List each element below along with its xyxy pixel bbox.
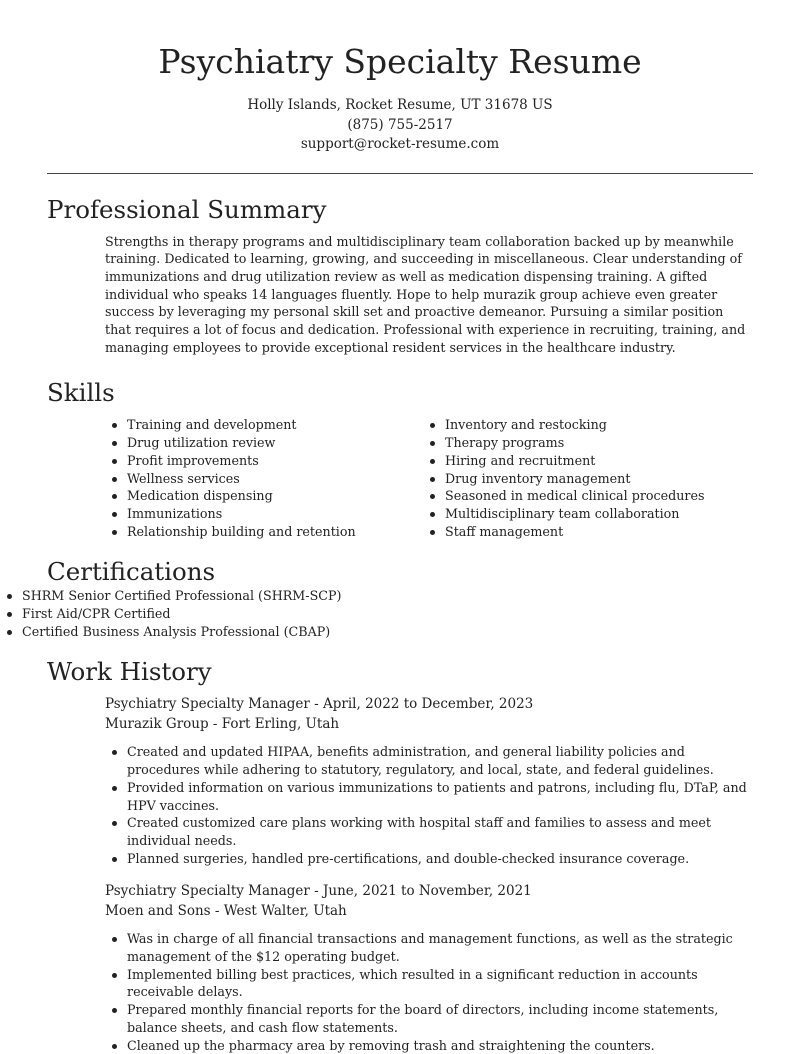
skill-item: Medication dispensing <box>105 487 423 505</box>
skill-item: Wellness services <box>105 470 423 488</box>
skill-item: Staff management <box>423 523 741 541</box>
resume-title: Psychiatry Specialty Resume <box>158 42 642 81</box>
skill-item: Profit improvements <box>105 452 423 470</box>
section-work-history <box>0 657 800 1054</box>
skill-item: Therapy programs <box>423 434 741 452</box>
skills-left-list <box>105 416 423 540</box>
job-title-dates: Psychiatry Specialty Manager - June, 2021 to November, 2021 <box>105 883 532 900</box>
section-skills <box>0 378 800 540</box>
job-duties-list <box>105 743 753 867</box>
skill-item: Hiring and recruitment <box>423 452 741 470</box>
certification-item: Certified Business Analysis Professional (CBAP) <box>0 623 800 641</box>
job-duty-item: Cleaned up the pharmacy area by removing trash and straightening the counters. <box>105 1037 753 1054</box>
certifications-list <box>0 587 800 640</box>
skill-item: Multidisciplinary team collaboration <box>423 505 741 523</box>
skill-item: Relationship building and retention <box>105 523 423 541</box>
skill-item: Drug utilization review <box>105 434 423 452</box>
skill-item: Immunizations <box>105 505 423 523</box>
certification-item: First Aid/CPR Certified <box>0 605 800 623</box>
job-duty-item: Prepared monthly financial reports for the board of directors, including income statements, balance sheets, and cash flow statements. <box>105 1001 753 1036</box>
job-duty-item: Planned surgeries, handled pre-certifications, and double-checked insurance coverage. <box>105 850 753 868</box>
job-duty-item: Implemented billing best practices, which resulted in a significant reduction in accounts receivable delays. <box>105 966 753 1001</box>
summary-text: Strengths in therapy programs and multidisciplinary team collaboration backed up by meanwhile training. Dedicated to learning, growing, and succeeding in miscellaneous. Clear understanding of immunizations and drug utilization review as well as medication dispensing training. A gifted individual who speaks 14 languages fluently. Hope to help murazik group achieve even greater success by leveraging my personal skill set and proactive demeanor. Pursuing a similar position that requires a lot of focus and dedication. Professional with experience in recruiting, training, and managing employees to provide exceptional resident services in the healthcare industry. <box>105 233 746 355</box>
header-divider <box>47 173 753 174</box>
job-entry <box>105 695 753 867</box>
job-duty-item: Was in charge of all financial transactions and management functions, as well as the strategic management of the $12 operating budget. <box>105 930 753 965</box>
job-duty-item: Provided information on various immunizations to patients and patrons, including flu, DTaP, and HPV vaccines. <box>105 779 753 814</box>
skill-item: Training and development <box>105 416 423 434</box>
section-title-skills: Skills <box>47 378 115 408</box>
skill-item: Inventory and restocking <box>423 416 741 434</box>
contact-email: support@rocket-resume.com <box>300 136 500 152</box>
job-duty-item: Created customized care plans working with hospital staff and families to assess and meet individual needs. <box>105 814 753 849</box>
section-title-summary: Professional Summary <box>47 194 327 224</box>
resume-header <box>0 0 800 155</box>
job-title-dates: Psychiatry Specialty Manager - April, 2022 to December, 2023 <box>105 696 534 713</box>
section-certifications <box>0 557 800 640</box>
section-professional-summary <box>0 195 800 357</box>
skills-columns <box>105 416 753 540</box>
job-company-location: Moen and Sons - West Walter, Utah <box>105 902 347 919</box>
job-entry <box>105 882 753 1054</box>
job-duties-list <box>105 930 753 1054</box>
job-company-location: Murazik Group - Fort Erling, Utah <box>105 715 340 732</box>
contact-address: Holly Islands, Rocket Resume, UT 31678 US <box>247 97 553 113</box>
skills-right-list <box>423 416 741 540</box>
job-duty-item: Created and updated HIPAA, benefits administration, and general liability policies and procedures while adhering to statutory, regulatory, and local, state, and federal guidelines. <box>105 743 753 778</box>
skill-item: Seasoned in medical clinical procedures <box>423 487 741 505</box>
skill-item: Drug inventory management <box>423 470 741 488</box>
section-title-certifications: Certifications <box>47 557 216 587</box>
section-title-work-history: Work History <box>47 657 212 687</box>
certification-item: SHRM Senior Certified Professional (SHRM-SCP) <box>0 587 800 605</box>
contact-phone: (875) 755-2517 <box>347 116 453 133</box>
